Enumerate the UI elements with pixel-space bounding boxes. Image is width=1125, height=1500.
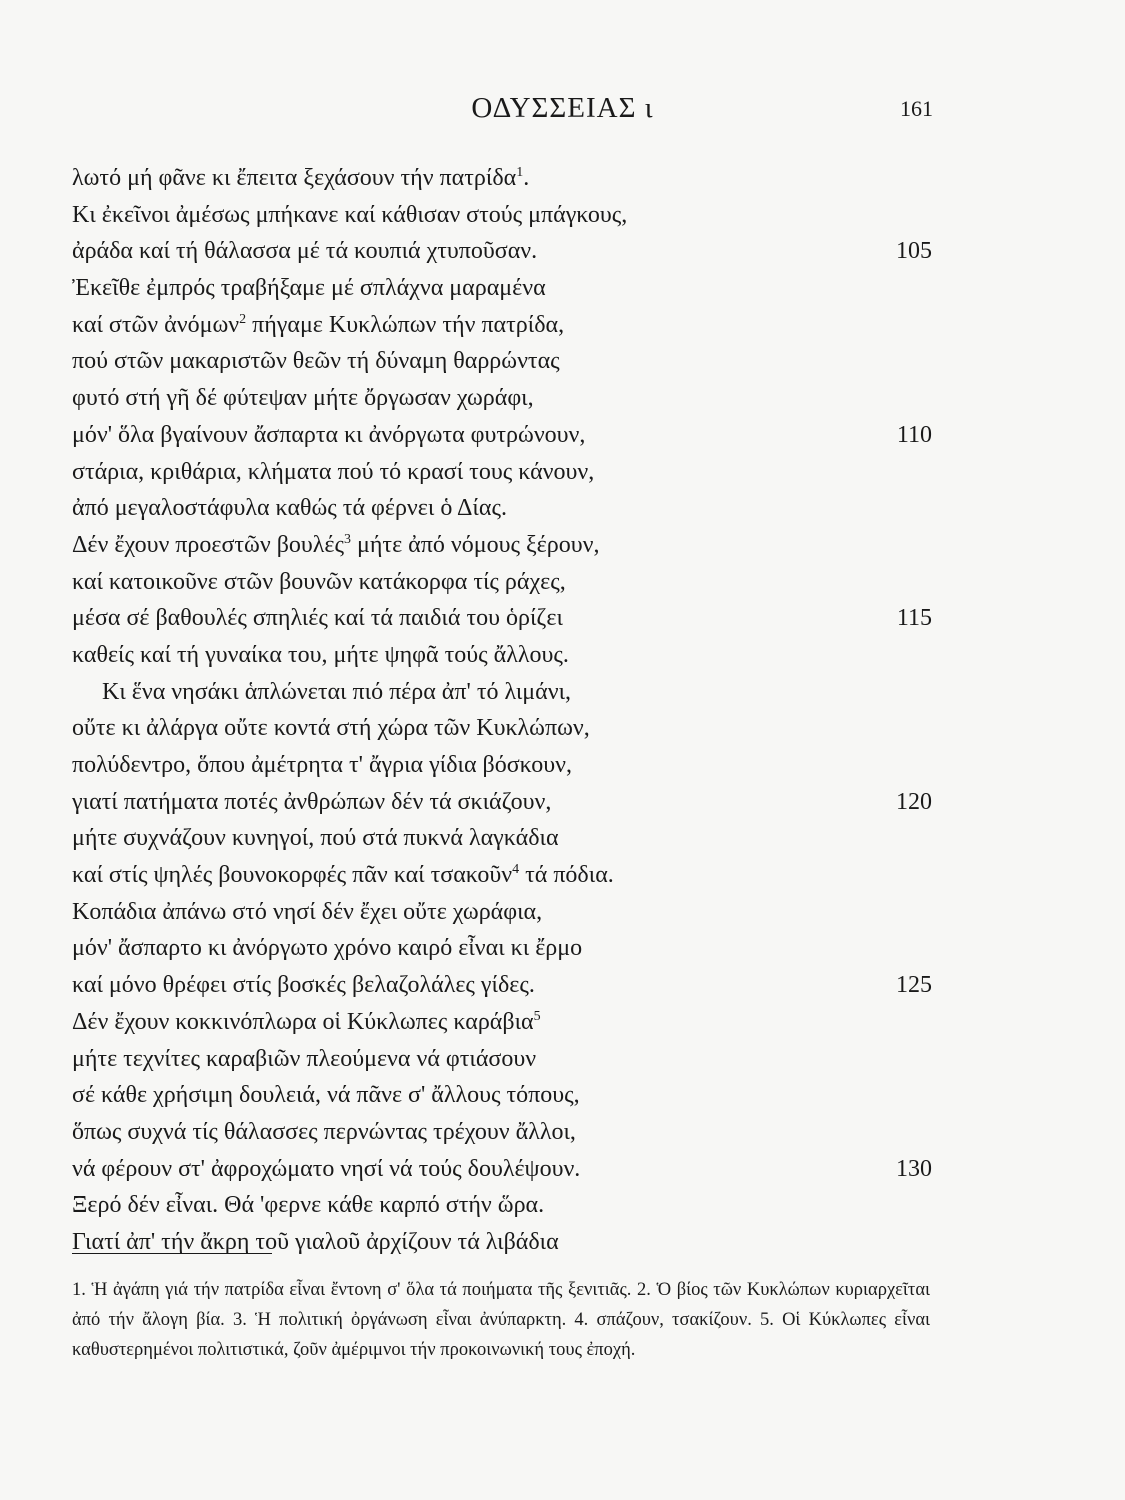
footnote-marker: 3 bbox=[344, 531, 352, 547]
verse-text: σέ κάθε χρήσιμη δουλειά, νά πᾶνε σ' ἄλλους τόπους, bbox=[72, 1082, 580, 1109]
verse-text: φυτό στή γῆ δέ φύτεψαν μήτε ὄργωσαν χωράφι, bbox=[72, 385, 534, 412]
verse-line bbox=[72, 1004, 932, 1041]
verse-line bbox=[72, 1077, 932, 1114]
page-number: 161 bbox=[900, 96, 933, 121]
verse-line bbox=[72, 674, 932, 711]
verse-line bbox=[72, 197, 932, 234]
verse-line bbox=[72, 564, 932, 601]
verse-text: οὔτε κι ἀλάργα οὔτε κοντά στή χώρα τῶν Κυκλώπων, bbox=[72, 715, 590, 742]
verse-text: μόν' ἄσπαρτο κι ἀνόργωτο χρόνο καιρό εἶναι κι ἔρμο bbox=[72, 935, 583, 962]
running-title: ΟΔΥΣΣΕΙΑΣ ι bbox=[471, 92, 654, 124]
verse-text: καί στῶν ἀνόμων bbox=[72, 311, 240, 338]
verse-text: Κι ἐκεῖνοι ἀμέσως μπήκανε καί κάθισαν στούς μπάγκους, bbox=[72, 201, 628, 228]
verse-text: νά φέρουν στ' ἀφροχώματο νησί νά τούς δουλέψουν. bbox=[72, 1155, 581, 1182]
verse-line bbox=[72, 343, 932, 380]
verse-text: μόν' ὅλα βγαίνουν ἄσπαρτα κι ἀνόργωτα φυτρώνουν, bbox=[72, 421, 586, 448]
verse-text: Κοπάδια ἀπάνω στό νησί δέν ἔχει οὔτε χωράφια, bbox=[72, 898, 543, 925]
footnotes: 1. Ἡ ἀγάπη γιά τήν πατρίδα εἶναι ἔντονη σ' ὅλα τά ποιήματα τῆς ξενιτιᾶς. 2. Ὁ βίος τῶν Κυκλώπων κυριαρχεῖται ἀπό τήν ἄλογη βία. 3. Ἡ πολιτική ὀργάνωση εἶναι ἀνύπαρκτη. 4. σπάζουν, τσακίζουν. 5. Οἱ Κύκλωπες εἶναι καθυστερημένοι πολιτιστικά, ζοῦν ἀμέριμνοι τήν προκοινωνική τους ἐποχή. bbox=[72, 1280, 930, 1360]
verse-text: ὅπως συχνά τίς θάλασσες περνώντας τρέχουν ἄλλοι, bbox=[72, 1118, 576, 1145]
verse-line bbox=[72, 894, 932, 931]
verse-line bbox=[72, 747, 932, 784]
verse-text: μέσα σέ βαθουλές σπηλιές καί τά παιδιά του ὁρίζει bbox=[72, 605, 563, 632]
verse-text-continued: μήτε ἀπό νόμους ξέρουν, bbox=[351, 531, 600, 558]
verse-line bbox=[72, 233, 932, 270]
verse-line bbox=[72, 930, 932, 967]
verse-text: Γιατί ἀπ' τήν ἄκρη τοῦ γιαλοῦ ἀρχίζουν τά λιβάδια bbox=[72, 1228, 559, 1255]
verse-line bbox=[72, 967, 932, 1004]
verse-line bbox=[72, 1224, 932, 1261]
verse-text: μήτε τεχνίτες καραβιῶν πλεούμενα νά φτιάσουν bbox=[72, 1045, 537, 1072]
verse-text: μήτε συχνάζουν κυνηγοί, πού στά πυκνά λαγκάδια bbox=[72, 825, 559, 852]
verse-text: καί μόνο θρέφει στίς βοσκές βελαζολάλες γίδες. bbox=[72, 972, 535, 999]
verse-line bbox=[72, 527, 932, 564]
verse-text: Ξερό δέν εἶναι. Θά 'φερνε κάθε καρπό στήν ὥρα. bbox=[72, 1192, 545, 1219]
line-number: 120 bbox=[896, 788, 932, 815]
verse-text-continued: τά πόδια. bbox=[519, 862, 614, 889]
verse-line bbox=[72, 600, 932, 637]
verse-text: ἀράδα καί τή θάλασσα μέ τά κουπιά χτυποῦσαν. bbox=[72, 238, 538, 265]
line-number: 105 bbox=[896, 238, 932, 265]
verse-line bbox=[72, 417, 932, 454]
verse-line bbox=[72, 1151, 932, 1188]
verse-text: Δέν ἔχουν προεστῶν βουλές bbox=[72, 531, 345, 558]
footnote-marker: 4 bbox=[512, 862, 520, 878]
line-number: 110 bbox=[896, 421, 932, 448]
footnote-marker: 5 bbox=[533, 1008, 541, 1024]
verse-text: γιατί πατήματα ποτές ἀνθρώπων δέν τά σκιάζουν, bbox=[72, 788, 552, 815]
verse-line bbox=[72, 160, 932, 197]
verse-block bbox=[72, 160, 932, 1261]
verse-text: ἀπό μεγαλοστάφυλα καθώς τά φέρνει ὁ Δίας. bbox=[72, 495, 507, 522]
verse-line bbox=[72, 857, 932, 894]
verse-text: καί στίς ψηλές βουνοκορφές πᾶν καί τσακοῦν bbox=[72, 862, 513, 889]
verse-line bbox=[72, 1041, 932, 1078]
verse-text: καί κατοικοῦνε στῶν βουνῶν κατάκορφα τίς ράχες, bbox=[72, 568, 566, 595]
verse-line bbox=[72, 490, 932, 527]
line-number: 125 bbox=[896, 972, 932, 999]
verse-line bbox=[72, 380, 932, 417]
verse-text-continued: πήγαμε Κυκλώπων τήν πατρίδα, bbox=[246, 311, 565, 338]
verse-text: Κι ἕνα νησάκι ἁπλώνεται πιό πέρα ἀπ' τό λιμάνι, bbox=[102, 678, 572, 705]
verse-line bbox=[72, 710, 932, 747]
line-number: 115 bbox=[896, 605, 932, 632]
verse-text: Δέν ἔχουν κοκκινόπλωρα οἱ Κύκλωπες καράβια bbox=[72, 1008, 534, 1035]
verse-line bbox=[72, 1114, 932, 1151]
footnote-marker: 1 bbox=[516, 165, 524, 180]
verse-line bbox=[72, 1187, 932, 1224]
line-number: 130 bbox=[896, 1155, 932, 1182]
verse-text: λωτό μή φᾶνε κι ἔπειτα ξεχάσουν τήν πατρίδα bbox=[72, 165, 517, 191]
verse-text: Ἐκεῖθε ἐμπρός τραβήξαμε μέ σπλάχνα μαραμένα bbox=[72, 275, 546, 302]
verse-text: καθείς καί τή γυναίκα του, μήτε ψηφᾶ τούς ἄλλους. bbox=[72, 641, 569, 668]
verse-text-continued: . bbox=[523, 165, 530, 191]
verse-line bbox=[72, 454, 932, 491]
verse-text: στάρια, κριθάρια, κλήματα πού τό κρασί τους κάνουν, bbox=[72, 458, 595, 485]
verse-text: πού στῶν μακαριστῶν θεῶν τή δύναμη θαρρώντας bbox=[72, 348, 560, 375]
verse-line bbox=[72, 784, 932, 821]
verse-line bbox=[72, 637, 932, 674]
verse-line bbox=[72, 820, 932, 857]
footnote-divider bbox=[72, 1253, 272, 1254]
verse-line bbox=[72, 270, 932, 307]
verse-line bbox=[72, 307, 932, 344]
footnote-marker: 2 bbox=[239, 311, 247, 327]
verse-text: πολύδεντρο, ὅπου ἀμέτρητα τ' ἄγρια γίδια βόσκουν, bbox=[72, 752, 572, 778]
